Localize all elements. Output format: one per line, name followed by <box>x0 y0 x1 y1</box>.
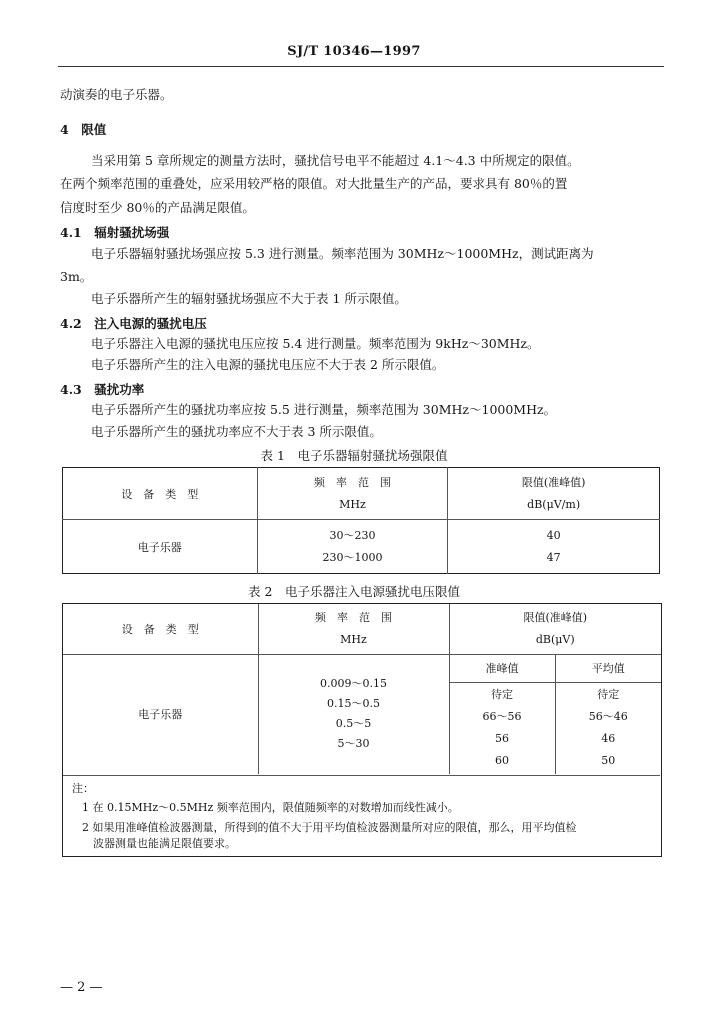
table-2-device-cell: 电子乐器 <box>63 654 258 774</box>
table-1-limit-row-2: 47 <box>546 550 561 564</box>
table-1-limit-row-1: 40 <box>546 528 561 542</box>
table-2-subheader-average: 平均值 <box>555 654 661 682</box>
table-1-caption: 表 1 电子乐器辐射骚扰场强限值 <box>260 448 448 463</box>
table-2-freq-row-4: 5～30 <box>337 737 370 751</box>
table-2-freq-row-3: 0.5～5 <box>335 717 372 731</box>
table-2-note-2-line1: 2 如果用准峰值检波器测量，所得到的值不大于用平均值检波器测量所对应的限值，那么，用平均值检 <box>82 821 577 834</box>
table-2-qp-row-3: 56 <box>495 732 509 746</box>
table-2-caption: 表 2 电子乐器注入电源骚扰电压限值 <box>248 584 460 599</box>
table-2-avg-row-2: 56～46 <box>588 710 628 724</box>
table-2-frequency-cell <box>258 654 449 774</box>
table-1 <box>62 467 660 574</box>
table-2-header-limit <box>449 604 661 654</box>
table-1-header-limit-label: 限值(准峰值) <box>521 475 586 489</box>
table-1-header-frequency-unit: MHz <box>339 497 366 511</box>
table-1-header-frequency-label: 频 率 范 围 <box>313 475 391 489</box>
table-2-freq-row-2: 0.15～0.5 <box>327 697 380 711</box>
table-2-subheader-quasi-peak: 准峰值 <box>449 654 555 682</box>
table-1-limit-cell <box>448 520 660 574</box>
section-4-para-line2: 在两个频率范围的重叠处，应采用较严格的限值。对大批量生产的产品，要求具有 80％的置 <box>60 176 568 191</box>
header-rule <box>58 66 664 67</box>
standard-number: SJ/T 10346—1997 <box>287 44 421 59</box>
section-4-3-title: 4.3 骚扰功率 <box>60 382 145 397</box>
section-4-1-para-line2: 3m。 <box>60 269 93 284</box>
table-2-avg-row-3: 46 <box>601 732 616 746</box>
section-4-2-para1: 电子乐器注入电源的骚扰电压应按 5.4 进行测量。频率范围为 9kHz～30MHz。 <box>91 336 540 351</box>
table-2-qp-row-1: 待定 <box>491 688 513 702</box>
table-1-header-limit-unit: dB(μV/m) <box>527 497 581 511</box>
table-2-notes-title: 注： <box>72 782 94 795</box>
table-2-notes-divider <box>63 775 660 776</box>
table-1-device-cell: 电子乐器 <box>63 520 258 574</box>
table-2-header-frequency-unit: MHz <box>340 632 367 646</box>
table-2-header-limit-label: 限值(准峰值) <box>523 610 588 624</box>
table-1-header-frequency <box>257 468 448 520</box>
section-4-para-line1: 当采用第 5 章所规定的测量方法时，骚扰信号电平不能超过 4.1～4.3 中所规定的限值。 <box>91 153 580 168</box>
table-2-qp-row-4: 60 <box>495 754 509 768</box>
table-2-freq-row-1: 0.009～0.15 <box>320 677 387 691</box>
table-2-qp-row-2: 66～56 <box>482 710 522 724</box>
table-2 <box>63 604 661 774</box>
table-2-note-2-line2: 波器测量也能满足限值要求。 <box>93 837 236 850</box>
continued-line: 动演奏的电子乐器。 <box>60 87 173 102</box>
section-4-3-para2: 电子乐器所产生的骚扰功率应不大于表 3 所示限值。 <box>91 424 382 439</box>
table-2-average-cell <box>555 682 661 774</box>
table-2-header-device-type: 设 备 类 型 <box>63 604 258 654</box>
section-4-3-para1: 电子乐器所产生的骚扰功率应按 5.5 进行测量，频率范围为 30MHz～1000MHz。 <box>91 402 557 417</box>
section-4-2-para2: 电子乐器所产生的注入电源的骚扰电压应不大于表 2 所示限值。 <box>91 357 445 372</box>
section-4-title: 4 限值 <box>60 122 107 137</box>
table-1-freq-row-2: 230～1000 <box>322 550 383 564</box>
table-2-avg-row-1: 待定 <box>597 688 620 702</box>
table-2-quasi-peak-cell <box>449 682 555 774</box>
table-1-header-device-type: 设 备 类 型 <box>63 468 258 520</box>
table-2-note-1: 1 在 0.15MHz～0.5MHz 频率范围内，限值随频率的对数增加而线性减小。 <box>82 801 459 814</box>
section-4-1-para2: 电子乐器所产生的辐射骚扰场强应不大于表 1 所示限值。 <box>91 291 407 306</box>
table-2-header-frequency <box>258 604 449 654</box>
section-4-1-title: 4.1 辐射骚扰场强 <box>60 225 170 240</box>
table-1-header-limit <box>448 468 660 520</box>
section-4-para-line3: 信度时至少 80％的产品满足限值。 <box>60 200 255 215</box>
section-4-1-para-line1: 电子乐器辐射骚扰场强应按 5.3 进行测量。频率范围为 30MHz～1000MHz，测试距离为 <box>91 246 594 261</box>
table-2-header-frequency-label: 频 率 范 围 <box>315 610 392 624</box>
table-1-frequency-cell <box>257 520 448 574</box>
section-4-2-title: 4.2 注入电源的骚扰电压 <box>60 316 207 331</box>
page-number: — 2 — <box>60 980 103 995</box>
table-2-header-limit-unit: dB(μV) <box>535 632 575 646</box>
table-2-avg-row-4: 50 <box>601 754 616 768</box>
table-1-freq-row-1: 30～230 <box>329 528 376 542</box>
